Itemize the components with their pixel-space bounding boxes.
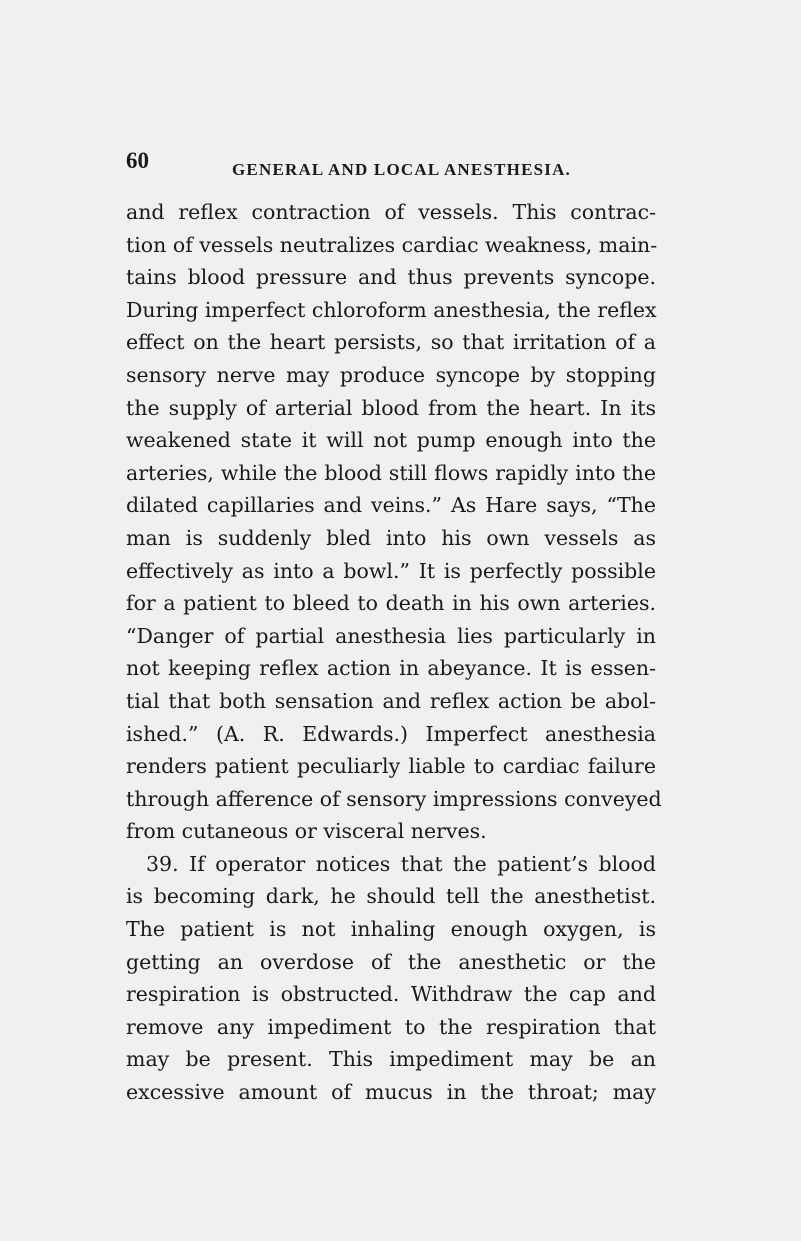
text-line: sensory nerve may produce syncope by stopping: [126, 362, 656, 387]
text-line: remove any impediment to the respiration that: [126, 1014, 656, 1039]
text-line: the supply of arterial blood from the heart. In its: [126, 395, 656, 420]
text-line: through afference of sensory impressions conveyed: [126, 786, 662, 811]
text-line: man is suddenly bled into his own vessels as: [126, 525, 656, 550]
text-line: The patient is not inhaling enough oxygen, is: [126, 917, 656, 942]
text-line: from cutaneous or visceral nerves.: [126, 819, 487, 844]
text-line: dilated capillaries and veins.” As Hare says, “The: [126, 493, 656, 518]
text-line: not keeping reflex action in abeyance. It is essen-: [126, 656, 656, 681]
text-line: excessive amount of mucus in the throat; may: [126, 1080, 656, 1105]
text-line: tion of vessels neutralizes cardiac weakness, main-: [126, 232, 658, 257]
page-number: 60: [126, 148, 149, 173]
text-line: for a patient to bleed to death in his own arteries.: [126, 591, 656, 616]
text-line: effect on the heart persists, so that irritation of a: [126, 330, 656, 355]
text-line: 39. If operator notices that the patient’s blood: [146, 851, 656, 876]
text-line: may be present. This impediment may be an: [126, 1047, 656, 1072]
text-line: renders patient peculiarly liable to cardiac failure: [126, 754, 656, 779]
text-line: “Danger of partial anesthesia lies particularly in: [126, 623, 656, 648]
text-line: is becoming dark, he should tell the anesthetist.: [126, 884, 656, 909]
text-line: tial that both sensation and reflex action be abol-: [126, 688, 656, 713]
text-line: ished.” (A. R. Edwards.) Imperfect anesthesia: [126, 721, 656, 746]
text-line: respiration is obstructed. Withdraw the cap and: [126, 982, 656, 1007]
text-line: arteries, while the blood still flows rapidly into the: [126, 460, 656, 485]
text-line: getting an overdose of the anesthetic or the: [126, 949, 656, 974]
body-text: [126, 196, 662, 1109]
text-line: weakened state it will not pump enough into the: [126, 428, 656, 453]
text-line: During imperfect chloroform anesthesia, the reflex: [126, 297, 657, 322]
text-line: effectively as into a bowl.” It is perfectly possible: [126, 558, 656, 583]
text-line: tains blood pressure and thus prevents syncope.: [126, 265, 656, 290]
text-line: and reflex contraction of vessels. This contrac-: [126, 200, 656, 224]
running-title: GENERAL AND LOCAL ANESTHESIA.: [232, 160, 571, 179]
